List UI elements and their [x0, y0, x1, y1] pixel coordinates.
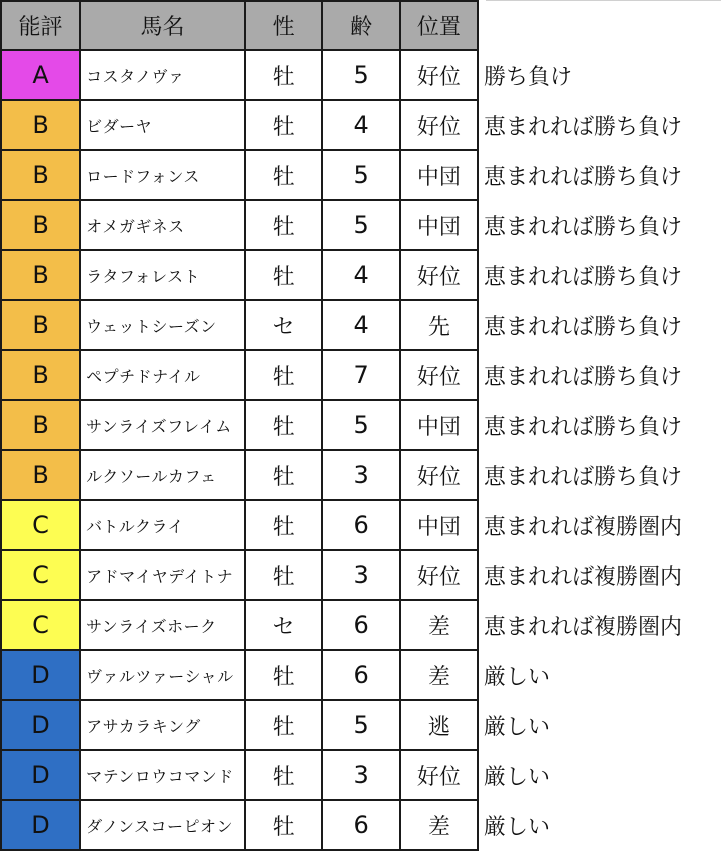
horse-name-cell: アサカラキング: [80, 700, 245, 750]
age-cell: 3: [322, 750, 400, 800]
assessment-cell: 恵まれれば複勝圏内: [483, 614, 682, 640]
table-row: [1, 800, 720, 850]
grade-cell: B: [1, 400, 80, 450]
horse-name-cell: ヴァルツァーシャル: [80, 650, 245, 700]
header-sex: 性: [245, 1, 323, 50]
horse-name-cell: コスタノヴァ: [80, 50, 245, 100]
position-cell: 好位: [400, 550, 478, 600]
sex-cell: 牡: [245, 800, 323, 850]
horse-name-cell: ビダーヤ: [80, 100, 245, 150]
assessment-cell: 恵まれれば勝ち負け: [483, 264, 682, 290]
position-cell: 好位: [400, 450, 478, 500]
sex-cell: 牡: [245, 700, 323, 750]
table-row: [1, 600, 720, 650]
header-row: [1, 1, 720, 50]
position-cell: 好位: [400, 750, 478, 800]
horse-name-cell: ラタフォレスト: [80, 250, 245, 300]
sex-cell: 牡: [245, 500, 323, 550]
sex-cell: 牡: [245, 200, 323, 250]
grade-cell: B: [1, 250, 80, 300]
assessment-cell: 恵まれれば勝ち負け: [483, 164, 682, 190]
horse-name-cell: アドマイヤデイトナ: [80, 550, 245, 600]
horse-name-cell: マテンロウコマンド: [80, 750, 245, 800]
sex-cell: 牡: [245, 100, 323, 150]
position-cell: 中団: [400, 200, 478, 250]
grade-cell: B: [1, 150, 80, 200]
sex-cell: 牡: [245, 150, 323, 200]
age-cell: 6: [322, 650, 400, 700]
horse-name-cell: サンライズフレイム: [80, 400, 245, 450]
age-cell: 6: [322, 600, 400, 650]
grade-cell: C: [1, 500, 80, 550]
header-blank: [478, 1, 720, 50]
assessment-cell: 厳しい: [483, 714, 550, 740]
table-row: [1, 500, 720, 550]
assessment-cell: 厳しい: [483, 764, 550, 790]
horse-name-cell: ロードフォンス: [80, 150, 245, 200]
table-row: [1, 150, 720, 200]
table-row: [1, 300, 720, 350]
assessment-cell: 恵まれれば勝ち負け: [483, 314, 682, 340]
table-row: [1, 250, 720, 300]
assessment-cell: 恵まれれば勝ち負け: [483, 364, 682, 390]
assessment-cell: 勝ち負け: [483, 64, 572, 90]
grade-cell: B: [1, 450, 80, 500]
age-cell: 3: [322, 450, 400, 500]
age-cell: 5: [322, 200, 400, 250]
grade-cell: A: [1, 50, 80, 100]
age-cell: 3: [322, 550, 400, 600]
grade-cell: B: [1, 350, 80, 400]
header-position: 位置: [400, 1, 478, 50]
table-row: [1, 750, 720, 800]
header-grade: 能評: [1, 1, 80, 50]
grade-cell: D: [1, 700, 80, 750]
assessment-cell: 恵まれれば複勝圏内: [483, 564, 682, 590]
grade-cell: C: [1, 550, 80, 600]
table-row: [1, 100, 720, 150]
age-cell: 5: [322, 400, 400, 450]
assessment-cell: 恵まれれば勝ち負け: [483, 214, 682, 240]
grade-cell: D: [1, 650, 80, 700]
age-cell: 6: [322, 500, 400, 550]
grade-cell: B: [1, 200, 80, 250]
table-body: [1, 50, 720, 850]
header-horse-name: 馬名: [80, 1, 245, 50]
table-row: [1, 700, 720, 750]
header-age: 齢: [322, 1, 400, 50]
grade-cell: D: [1, 800, 80, 850]
position-cell: 好位: [400, 100, 478, 150]
assessment-cell: 恵まれれば勝ち負け: [483, 414, 682, 440]
sex-cell: セ: [245, 300, 323, 350]
grade-cell: B: [1, 300, 80, 350]
position-cell: 好位: [400, 50, 478, 100]
age-cell: 5: [322, 700, 400, 750]
table-row: [1, 50, 720, 100]
horse-name-cell: ダノンスコーピオン: [80, 800, 245, 850]
horse-name-cell: サンライズホーク: [80, 600, 245, 650]
horse-name-cell: ルクソールカフェ: [80, 450, 245, 500]
age-cell: 4: [322, 250, 400, 300]
horse-name-cell: ウェットシーズン: [80, 300, 245, 350]
table-row: [1, 350, 720, 400]
assessment-cell: 恵まれれば複勝圏内: [483, 514, 682, 540]
assessment-cell: 厳しい: [483, 814, 550, 840]
grade-cell: B: [1, 100, 80, 150]
age-cell: 7: [322, 350, 400, 400]
age-cell: 5: [322, 50, 400, 100]
age-cell: 4: [322, 100, 400, 150]
sex-cell: 牡: [245, 650, 323, 700]
position-cell: 中団: [400, 150, 478, 200]
table-row: [1, 400, 720, 450]
sex-cell: 牡: [245, 400, 323, 450]
table-row: [1, 200, 720, 250]
horse-name-cell: バトルクライ: [80, 500, 245, 550]
age-cell: 4: [322, 300, 400, 350]
horse-name-cell: オメガギネス: [80, 200, 245, 250]
sex-cell: 牡: [245, 550, 323, 600]
position-cell: 差: [400, 600, 478, 650]
position-cell: 差: [400, 650, 478, 700]
horse-name-cell: ペプチドナイル: [80, 350, 245, 400]
position-cell: 中団: [400, 500, 478, 550]
table-row: [1, 450, 720, 500]
position-cell: 逃: [400, 700, 478, 750]
grade-cell: D: [1, 750, 80, 800]
table-row: [1, 650, 720, 700]
assessment-cell: 厳しい: [483, 664, 550, 690]
assessment-cell: 恵まれれば勝ち負け: [483, 114, 682, 140]
grade-cell: C: [1, 600, 80, 650]
sex-cell: セ: [245, 600, 323, 650]
sex-cell: 牡: [245, 50, 323, 100]
sex-cell: 牡: [245, 750, 323, 800]
position-cell: 好位: [400, 250, 478, 300]
sex-cell: 牡: [245, 250, 323, 300]
table-row: [1, 550, 720, 600]
position-cell: 先: [400, 300, 478, 350]
age-cell: 6: [322, 800, 400, 850]
assessment-cell: 恵まれれば勝ち負け: [483, 464, 682, 490]
sex-cell: 牡: [245, 450, 323, 500]
position-cell: 差: [400, 800, 478, 850]
sex-cell: 牡: [245, 350, 323, 400]
position-cell: 中団: [400, 400, 478, 450]
age-cell: 5: [322, 150, 400, 200]
position-cell: 好位: [400, 350, 478, 400]
